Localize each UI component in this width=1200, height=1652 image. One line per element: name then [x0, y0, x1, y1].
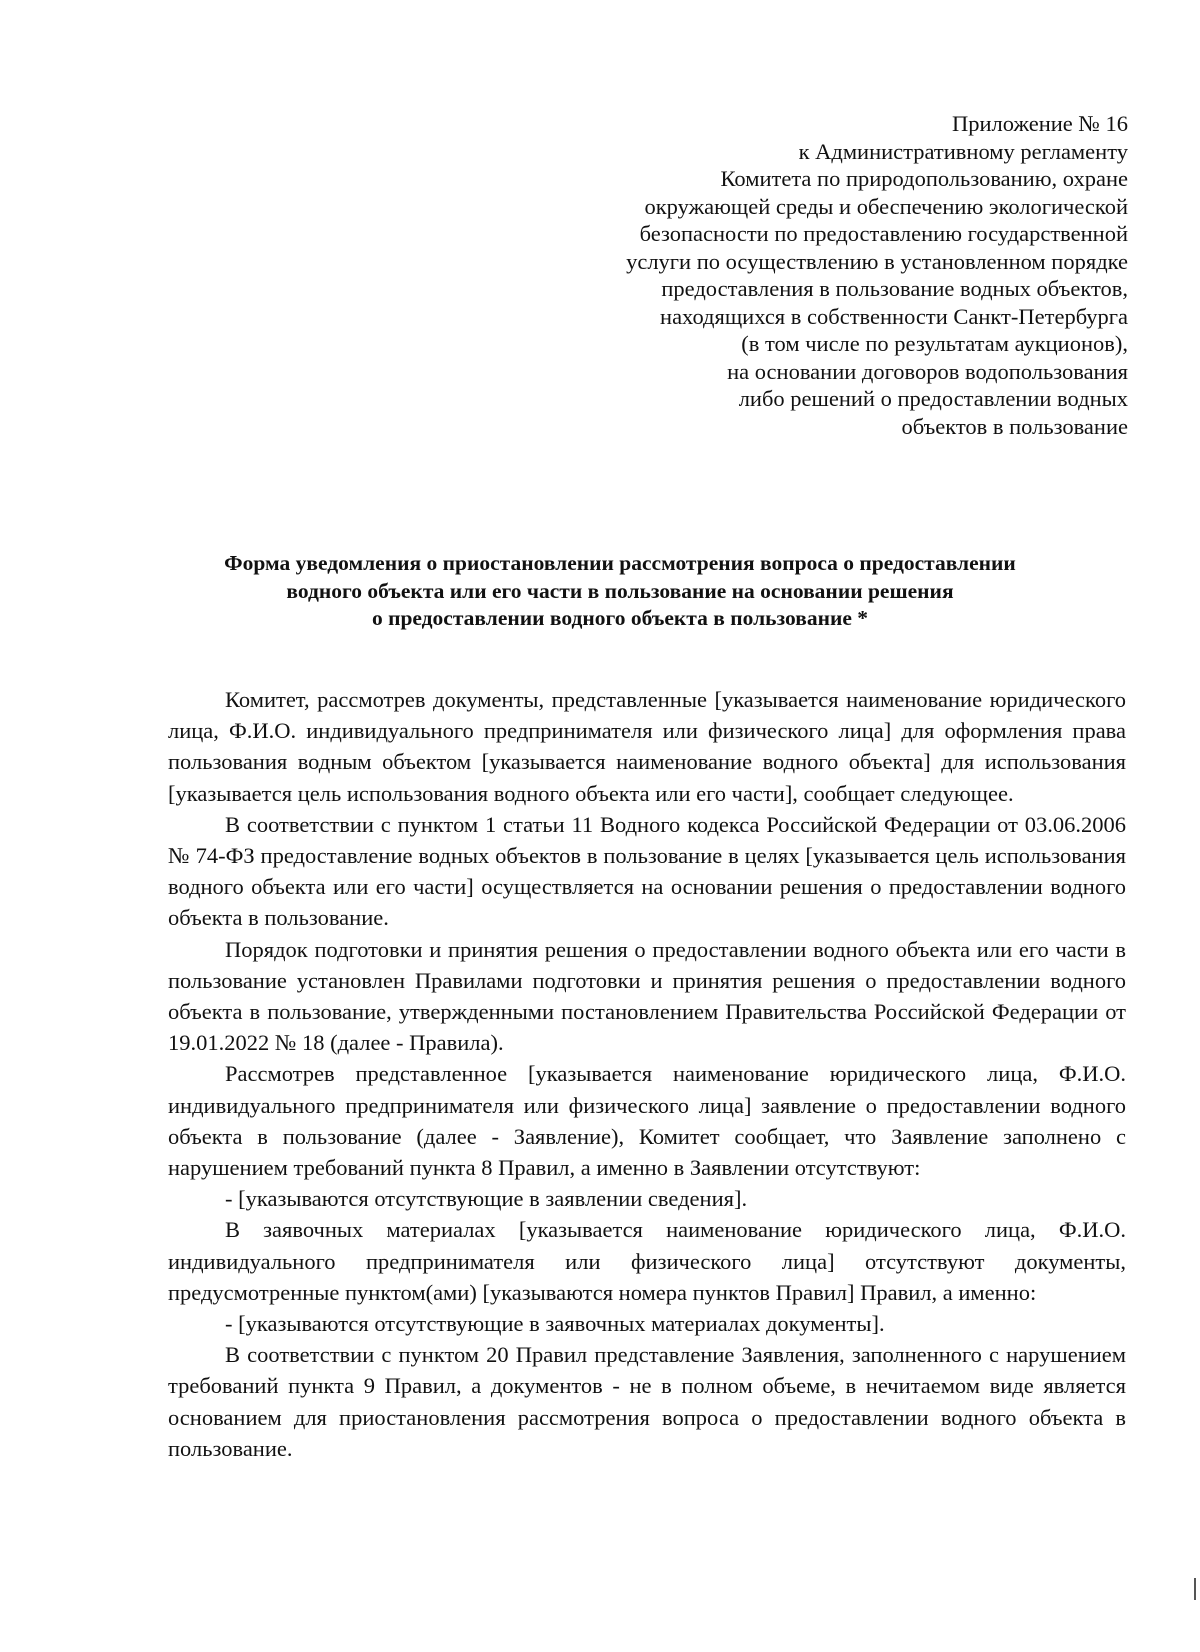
document-title	[150, 550, 1090, 633]
appendix-header-line: услуги по осуществлению в установленном порядке	[626, 248, 1128, 274]
appendix-header-line: либо решений о предоставлении водных	[738, 386, 1128, 411]
body-paragraph: В заявочных материалах [указывается наименование юридического лица, Ф.И.О. индивидуального предпринимателя или физического лица] отсутствуют документы, предусмотренные пунктом(ами) [указываются номера пунктов Правил] Правил, а именно:	[168, 1217, 1126, 1305]
document-title-line: о предоставлении водного объекта в пользование *	[371, 606, 869, 630]
body-paragraph: Комитет, рассмотрев документы, представленные [указывается наименование юридического лица, Ф.И.О. индивидуального предпринимателя или физического лица] для оформления права пользования водным объектом [указывается наименование водного объекта] для использования [указывается цель использования водного объекта или его части], сообщает следующее.	[168, 687, 1126, 806]
document-title-line: водного объекта или его части в пользование на основании решения	[286, 578, 954, 603]
scan-edge-mark	[1194, 1578, 1196, 1600]
appendix-header	[528, 110, 1128, 440]
appendix-header-line: безопасности по предоставлению государственной	[639, 221, 1128, 246]
body-paragraph: В соответствии с пунктом 1 статьи 11 Водного кодекса Российской Федерации от 03.06.2006 № 74-ФЗ предоставление водных объектов в пользование в целях [указывается цель использования водного объекта или его части] осуществляется на основании решения о предоставлении водного объекта в пользование.	[168, 811, 1126, 931]
appendix-header-line: Приложение № 16	[952, 111, 1128, 136]
appendix-header-line: объектов в пользование	[901, 413, 1128, 439]
body-paragraph: Порядок подготовки и принятия решения о предоставлении водного объекта или его части в пользование установлен Правилами подготовки и принятия решения о предоставлении водного объекта в пользование, утвержденными постановлением Правительства Российской Федерации от 19.01.2022 № 18 (далее - Правила).	[168, 936, 1126, 1056]
appendix-header-line: на основании договоров водопользования	[727, 358, 1128, 384]
appendix-header-line: (в том числе по результатам аукционов),	[741, 331, 1128, 356]
appendix-header-line: к Административному регламенту	[798, 138, 1128, 164]
list-item-missing-documents: - [указываются отсутствующие в заявочных материалах документы].	[225, 1311, 885, 1337]
document-title-line: Форма уведомления о приостановлении рассмотрения вопроса о предоставлении	[224, 551, 1016, 575]
body-paragraph: В соответствии с пунктом 20 Правил представление Заявления, заполненного с нарушением требований пункта 9 Правил, а документов - не в полном объеме, в нечитаемом виде является основанием для приостановления рассмотрения вопроса о предоставлении водного объекта в пользование.	[168, 1342, 1126, 1461]
list-item-missing-info: - [указываются отсутствующие в заявлении сведения].	[225, 1186, 748, 1212]
document-body	[168, 684, 1126, 1464]
appendix-header-line: находящихся в собственности Санкт-Петербурга	[660, 303, 1128, 329]
appendix-header-line: Комитета по природопользованию, охране	[720, 166, 1128, 191]
body-paragraph: Рассмотрев представленное [указывается наименование юридического лица, Ф.И.О. индивидуального предпринимателя или физического лица] заявление о предоставлении водного объекта в пользование (далее - Заявление), Комитет сообщает, что Заявление заполнено с нарушением требований пункта 8 Правил, а именно в Заявлении отсутствуют:	[168, 1061, 1126, 1181]
appendix-header-line: предоставления в пользование водных объектов,	[661, 276, 1128, 301]
appendix-header-line: окружающей среды и обеспечению экологической	[644, 193, 1128, 219]
